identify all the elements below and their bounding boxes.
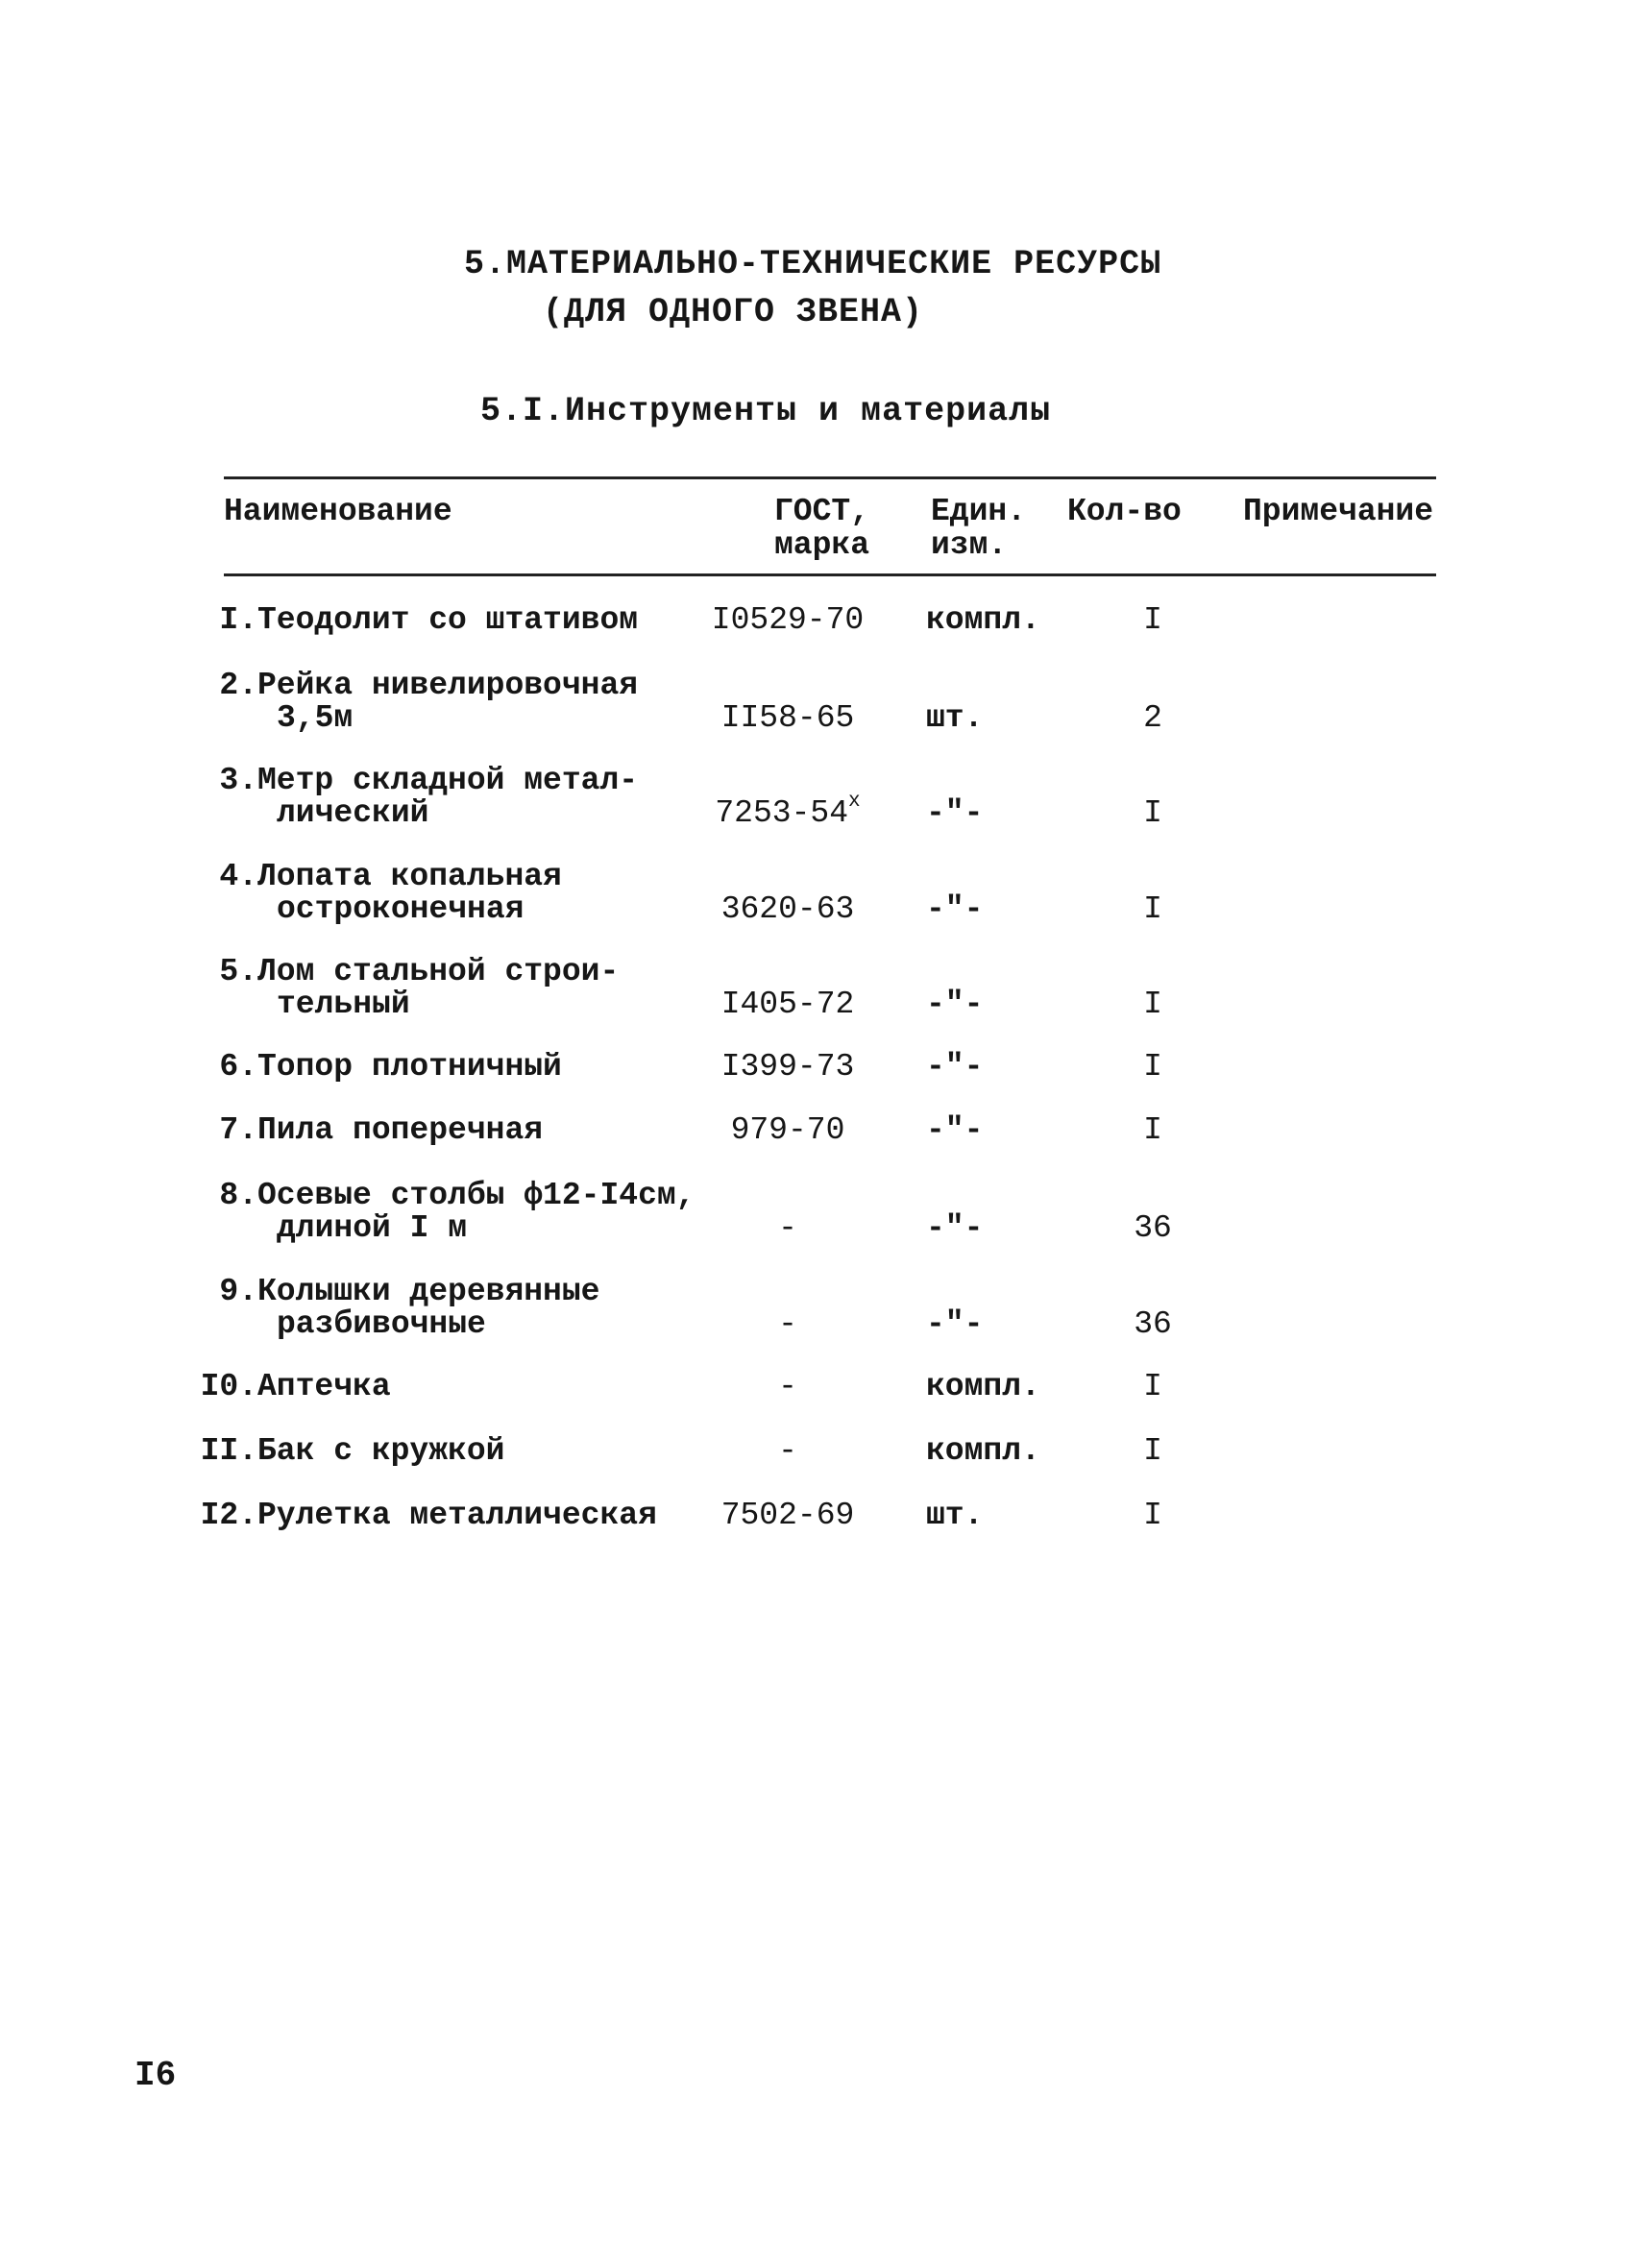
subsection-title: 5.I.Инструменты и материалы [480, 392, 1052, 430]
row-gost-value: - [778, 1306, 797, 1342]
section-title: 5.МАТЕРИАЛЬНО-ТЕХНИЧЕСКИЕ РЕСУРСЫ [464, 245, 1162, 283]
row-number: 9. [219, 1274, 257, 1309]
row-name: Топор плотничный [257, 1049, 562, 1085]
column-header-qty: Кол-во [1067, 494, 1182, 529]
row-gost [701, 1113, 874, 1147]
row-number: 8. [219, 1178, 257, 1213]
row-gost-value: 979-70 [730, 1112, 845, 1148]
row-gost-value: I405-72 [720, 987, 855, 1022]
row-gost [701, 1307, 874, 1341]
row-number: 4. [219, 859, 257, 894]
row-gost [701, 892, 874, 926]
row-unit: -"- [926, 795, 984, 831]
row-unit: -"- [926, 1049, 984, 1085]
row-name: Рейка нивелировочная [257, 668, 639, 703]
row-gost-value: II58-65 [720, 700, 855, 736]
page-number: I6 [134, 2056, 177, 2095]
row-gost-value: 7253-54 [715, 795, 848, 831]
row-name-line2: 3,5м [277, 700, 354, 736]
row-unit: -"- [926, 1306, 984, 1342]
row-qty: I [1143, 795, 1162, 831]
row-unit: компл. [926, 1433, 1040, 1469]
row-qty: I [1143, 602, 1162, 638]
row-number: 6. [219, 1049, 257, 1085]
row-gost-value: - [778, 1369, 797, 1404]
row-unit: шт. [926, 700, 984, 736]
row-gost-value: 3620-63 [720, 891, 855, 927]
row-gost-value: - [778, 1433, 797, 1469]
row-gost [701, 603, 874, 637]
row-name: Метр складной метал- [257, 763, 639, 798]
row-gost-value: I0529-70 [711, 602, 865, 638]
row-qty: I [1143, 987, 1162, 1022]
row-unit: -"- [926, 1210, 984, 1246]
row-name: Аптечка [257, 1369, 391, 1404]
row-gost [701, 1434, 874, 1468]
row-unit: компл. [926, 1369, 1040, 1404]
row-number: 5. [219, 954, 257, 989]
row-qty: 36 [1134, 1306, 1172, 1342]
row-name: Бак с кружкой [257, 1433, 505, 1469]
row-gost [701, 1370, 874, 1403]
row-qty: I [1143, 891, 1162, 927]
column-header-name: Наименование [224, 494, 452, 529]
row-name-line2: длиной I м [277, 1210, 468, 1246]
row-number: II. [200, 1433, 257, 1469]
row-name-line2: лический [277, 795, 429, 831]
row-qty: I [1143, 1433, 1162, 1469]
row-gost-superscript: х [848, 791, 861, 813]
table-header-rule [224, 573, 1436, 576]
row-name: Лопата копальная [257, 859, 562, 894]
row-qty: 2 [1143, 700, 1162, 736]
row-qty: I [1143, 1112, 1162, 1148]
row-name: Теодолит со штативом [257, 602, 639, 638]
row-name: Пила поперечная [257, 1112, 544, 1148]
row-name: Осевые столбы ф12-I4см, [257, 1178, 695, 1213]
row-number: I2. [200, 1498, 257, 1533]
table-top-rule [224, 476, 1436, 479]
row-gost-value: - [778, 1210, 797, 1246]
row-name: Лом стальной строи- [257, 954, 620, 989]
row-unit: -"- [926, 1112, 984, 1148]
column-header-unit-line2: изм. [931, 527, 1008, 563]
column-header-gost-line2: марка [774, 527, 870, 563]
row-number: I. [219, 602, 257, 638]
row-unit: компл. [926, 602, 1040, 638]
row-gost [701, 701, 874, 735]
row-gost-value: I399-73 [720, 1049, 855, 1085]
row-gost-value: 7502-69 [720, 1498, 855, 1533]
row-name-line2: остроконечная [277, 891, 525, 927]
row-unit: -"- [926, 987, 984, 1022]
row-number: I0. [200, 1369, 257, 1404]
row-gost [701, 1211, 874, 1245]
column-header-gost: ГОСТ, [774, 494, 870, 529]
row-number: 3. [219, 763, 257, 798]
row-qty: I [1143, 1498, 1162, 1533]
row-name: Колышки деревянные [257, 1274, 600, 1309]
row-gost [701, 791, 874, 831]
row-gost [701, 1050, 874, 1084]
row-number: 7. [219, 1112, 257, 1148]
row-unit: -"- [926, 891, 984, 927]
row-name-line2: разбивочные [277, 1306, 486, 1342]
column-header-note: Примечание [1243, 494, 1434, 529]
row-qty: I [1143, 1049, 1162, 1085]
row-qty: 36 [1134, 1210, 1172, 1246]
row-gost [701, 988, 874, 1021]
row-gost [701, 1499, 874, 1532]
column-header-unit: Един. [931, 494, 1027, 529]
row-name-line2: тельный [277, 987, 410, 1022]
row-unit: шт. [926, 1498, 984, 1533]
row-name: Рулетка металлическая [257, 1498, 657, 1533]
row-qty: I [1143, 1369, 1162, 1404]
row-number: 2. [219, 668, 257, 703]
section-subtitle: (ДЛЯ ОДНОГО ЗВЕНА) [543, 293, 924, 331]
